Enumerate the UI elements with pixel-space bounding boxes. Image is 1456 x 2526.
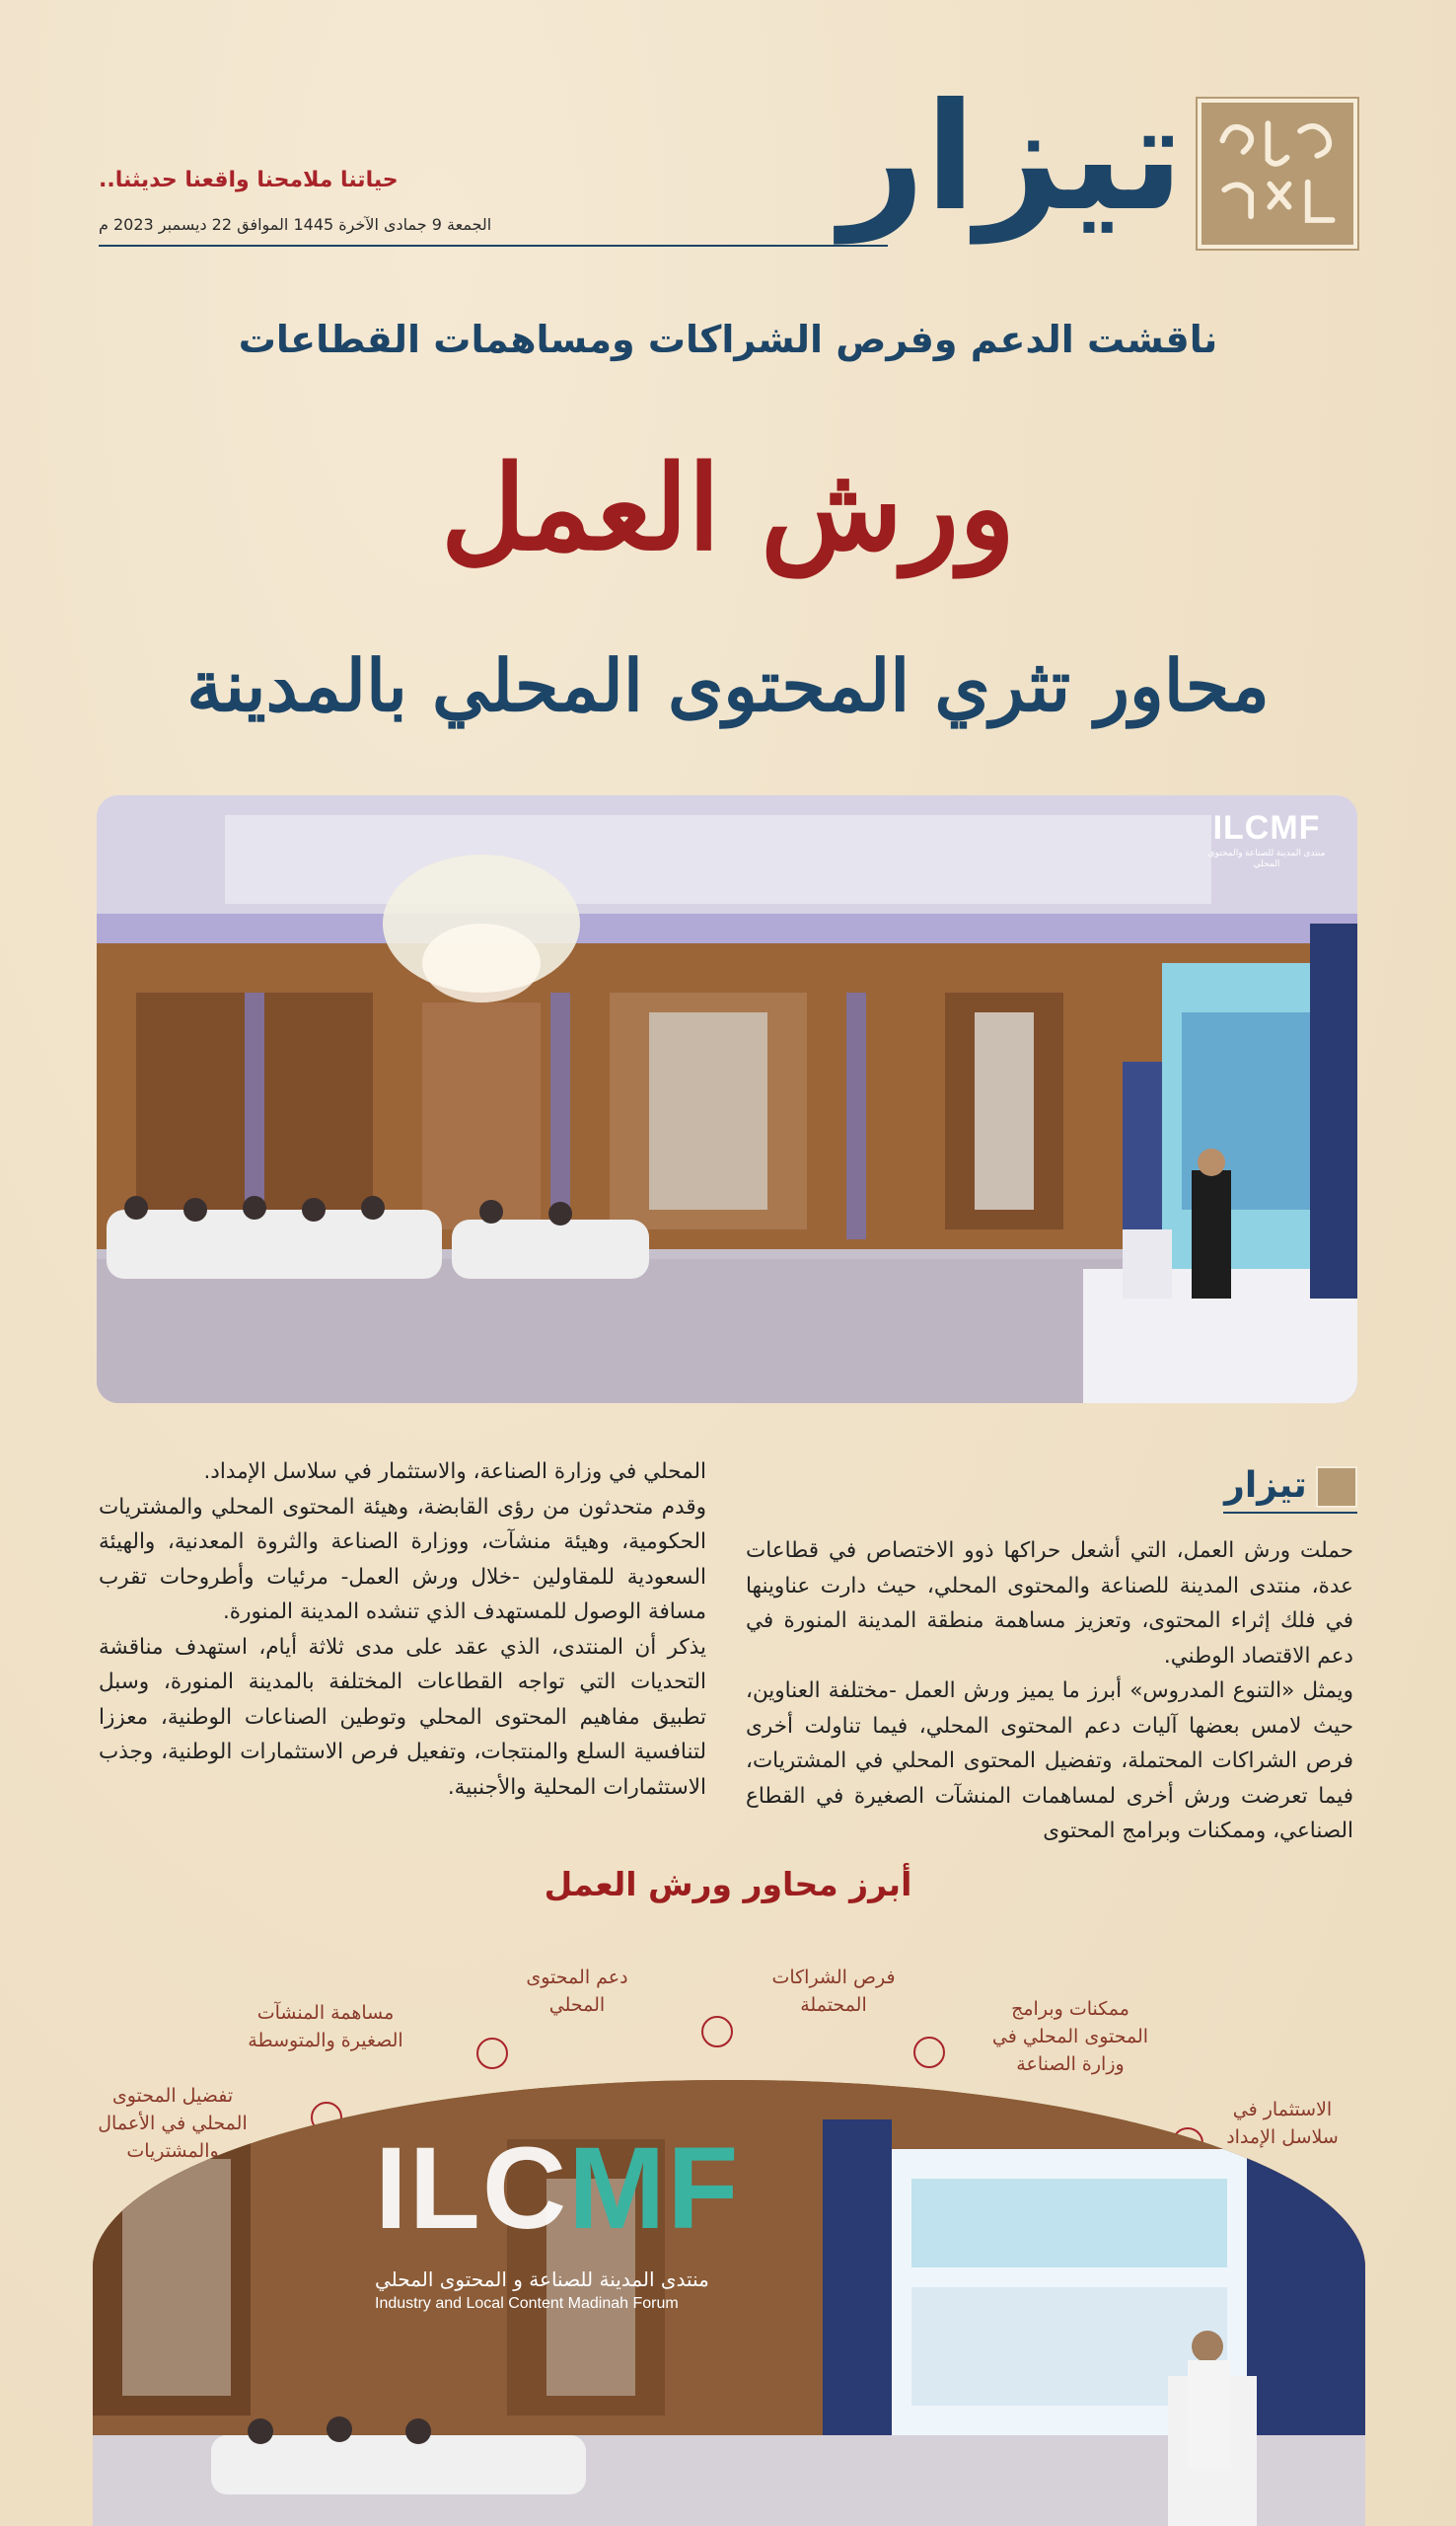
forum-logo [375, 2123, 888, 2312]
conference-hall-illustration [97, 795, 1357, 1403]
brand-logo-mark [1198, 99, 1357, 249]
highlight-marker-icon [476, 2038, 508, 2069]
forum-logo-part-a: ILC [375, 2123, 569, 2254]
highlight-marker-icon [913, 2037, 945, 2068]
headline-sub: محاور تثري المحتوى المحلي بالمدينة [186, 643, 1270, 727]
masthead-divider [99, 245, 888, 247]
highlight-item-support: دعم المحتوى المحلي [526, 1967, 628, 2016]
highlight-marker-icon [701, 2016, 733, 2047]
article-paragraph: ويمثل «التنوع المدروس» أبرز ما يميز ورش العمل -مختلفة العناوين، حيث لامس بعضها آليات دعم المحتوى المحلي، فيما تناولت أخرى فرص الشراكات المحتملة، وتفضيل المحتوى المحلي في المشتريات، فيما تعرضت ورش أخرى لمساهمات المنشآت الصغيرة في القطاع الصناعي، وممكنات وبرامج المحتوى [746, 1678, 1353, 1843]
headline-kicker: ناقشت الدعم وفرص الشراكات ومساهمات القطاعات [238, 318, 1218, 361]
forum-name-arabic: منتدى المدينة للصناعة و المحتوى المحلي [375, 2267, 709, 2291]
highlight-item-sme: مساهمة المنشآت الصغيرة والمتوسطة [248, 2002, 403, 2051]
article-paragraph: يذكر أن المنتدى، الذي عقد على مدى ثلاثة أيام، استهدف مناقشة التحديات التي تواجه القطاعات المختلفة بالمدينة المنورة، وسبل تطبيق مفاهيم المحتوى المحلي وتوطين الصناعات الوطنية، معززا لتنافسية السلع والمنتجات، وتفعيل فرص الاستثمارات الوطنية، وجذب الاستثمارات المحلية والأجنبية. [99, 1634, 706, 1800]
photo-watermark: ILCMF منتدى المدينة للصناعة والمحتوى المحلي [1198, 809, 1336, 868]
forum-logo-wordmark [375, 2123, 848, 2254]
hero-photo [97, 795, 1357, 1403]
highlight-item-preference: تفضيل المحتوى المحلي في الأعمال والمشتريات [98, 2085, 248, 2162]
forum-name-english: Industry and Local Content Madinah Forum [375, 2295, 679, 2312]
photo-watermark-caption: منتدى المدينة للصناعة والمحتوى المحلي [1207, 848, 1326, 868]
article-paragraph: وقدم متحدثون من رؤى القابضة، وهيئة المحتوى المحلي والمشتريات الحكومية، وهيئة منشآت، ووزارة الصناعة والثروة المعدنية، والهيئة السعودية للمقاولين -خلال ورش العمل- مرئيات وأطروحات تقرب مسافة الوصول للمستهدف الذي تنشده المدينة المنورة. [99, 1494, 706, 1624]
article-column-left [99, 1454, 706, 1869]
article-paragraph: حملت ورش العمل، التي أشعل حراكها ذوو الاختصاص في قطاعات عدة، منتدى المدينة للصناعة والمحتوى المحلي، حيث دارت عناوينها في فلك إثراء المحتوى، وتعزيز مساهمة منطقة المدينة المنورة في دعم الاقتصاد الوطني. [746, 1538, 1353, 1669]
calligraphy-logo-icon [1201, 103, 1353, 245]
forum-logo-part-b: MF [568, 2123, 741, 2254]
brand-slogan: حياتنا ملامحنا واقعنا حديثنا.. [99, 168, 399, 192]
highlight-item-partnerships: فرص الشراكات المحتملة [771, 1967, 896, 2016]
mini-logo-text: تيزار [1224, 1465, 1307, 1506]
highlight-item-supply-chain: الاستثمار في سلاسل الإمداد [1226, 2099, 1339, 2148]
headline-main: ورش العمل [440, 439, 1016, 576]
article-paragraph: المحلي في وزارة الصناعة، والاستثمار في سلاسل الإمداد. [203, 1459, 706, 1484]
article-mini-logo [1223, 1458, 1357, 1514]
highlights-title: أبرز محاور ورش العمل [544, 1865, 912, 1903]
article-column-right [746, 1533, 1353, 1908]
mini-logo-mark-icon [1316, 1466, 1357, 1508]
highlight-item-enablers: ممكنات وبرامج المحتوى المحلي في وزارة الصناعة [991, 1998, 1149, 2075]
issue-date: الجمعة 9 جمادى الآخرة 1445 الموافق 22 ديسمبر 2023 م [99, 215, 492, 234]
brand-name: تيزار [839, 72, 1184, 244]
